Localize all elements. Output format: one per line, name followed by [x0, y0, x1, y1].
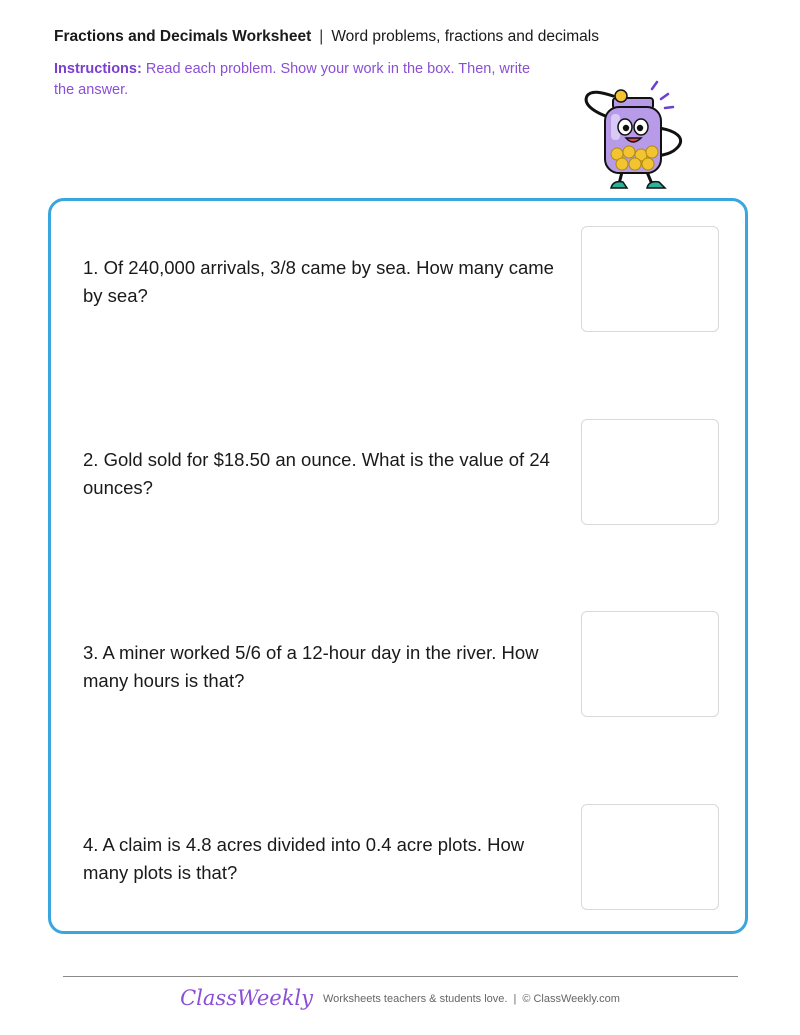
footer-divider: [63, 976, 738, 977]
brand-logo: ClassWeekly: [180, 986, 313, 1010]
answer-box[interactable]: [581, 226, 719, 332]
answer-box[interactable]: [581, 611, 719, 717]
answer-box[interactable]: [581, 419, 719, 525]
problem-text: 1. Of 240,000 arrivals, 3/8 came by sea. How many came by sea?: [83, 257, 554, 306]
instructions-text: Read each problem. Show your work in the box. Then, write the answer.: [54, 61, 531, 98]
instructions-label: Instructions:: [54, 61, 142, 77]
answer-box[interactable]: [581, 804, 719, 910]
footer-tagline: Worksheets teachers & students love.: [323, 993, 508, 1005]
instructions: [54, 59, 544, 101]
problems-card: [48, 198, 748, 934]
header-separator: |: [319, 28, 324, 45]
problem-text: 3. A miner worked 5/6 of a 12-hour day in the river. How many hours is that?: [83, 642, 539, 691]
worksheet-title: Fractions and Decimals Worksheet: [54, 28, 312, 45]
problem-text: 2. Gold sold for $18.50 an ounce. What is the value of 24 ounces?: [83, 449, 550, 498]
coin-jar-mascot-icon: [575, 76, 685, 198]
footer-copyright: © ClassWeekly.com: [522, 993, 620, 1005]
footer-separator: |: [513, 993, 517, 1005]
worksheet-subtitle: Word problems, fractions and decimals: [331, 28, 599, 45]
problem-text: 4. A claim is 4.8 acres divided into 0.4 acre plots. How many plots is that?: [83, 834, 525, 883]
worksheet-header: [54, 28, 599, 46]
footer: [0, 986, 800, 1010]
